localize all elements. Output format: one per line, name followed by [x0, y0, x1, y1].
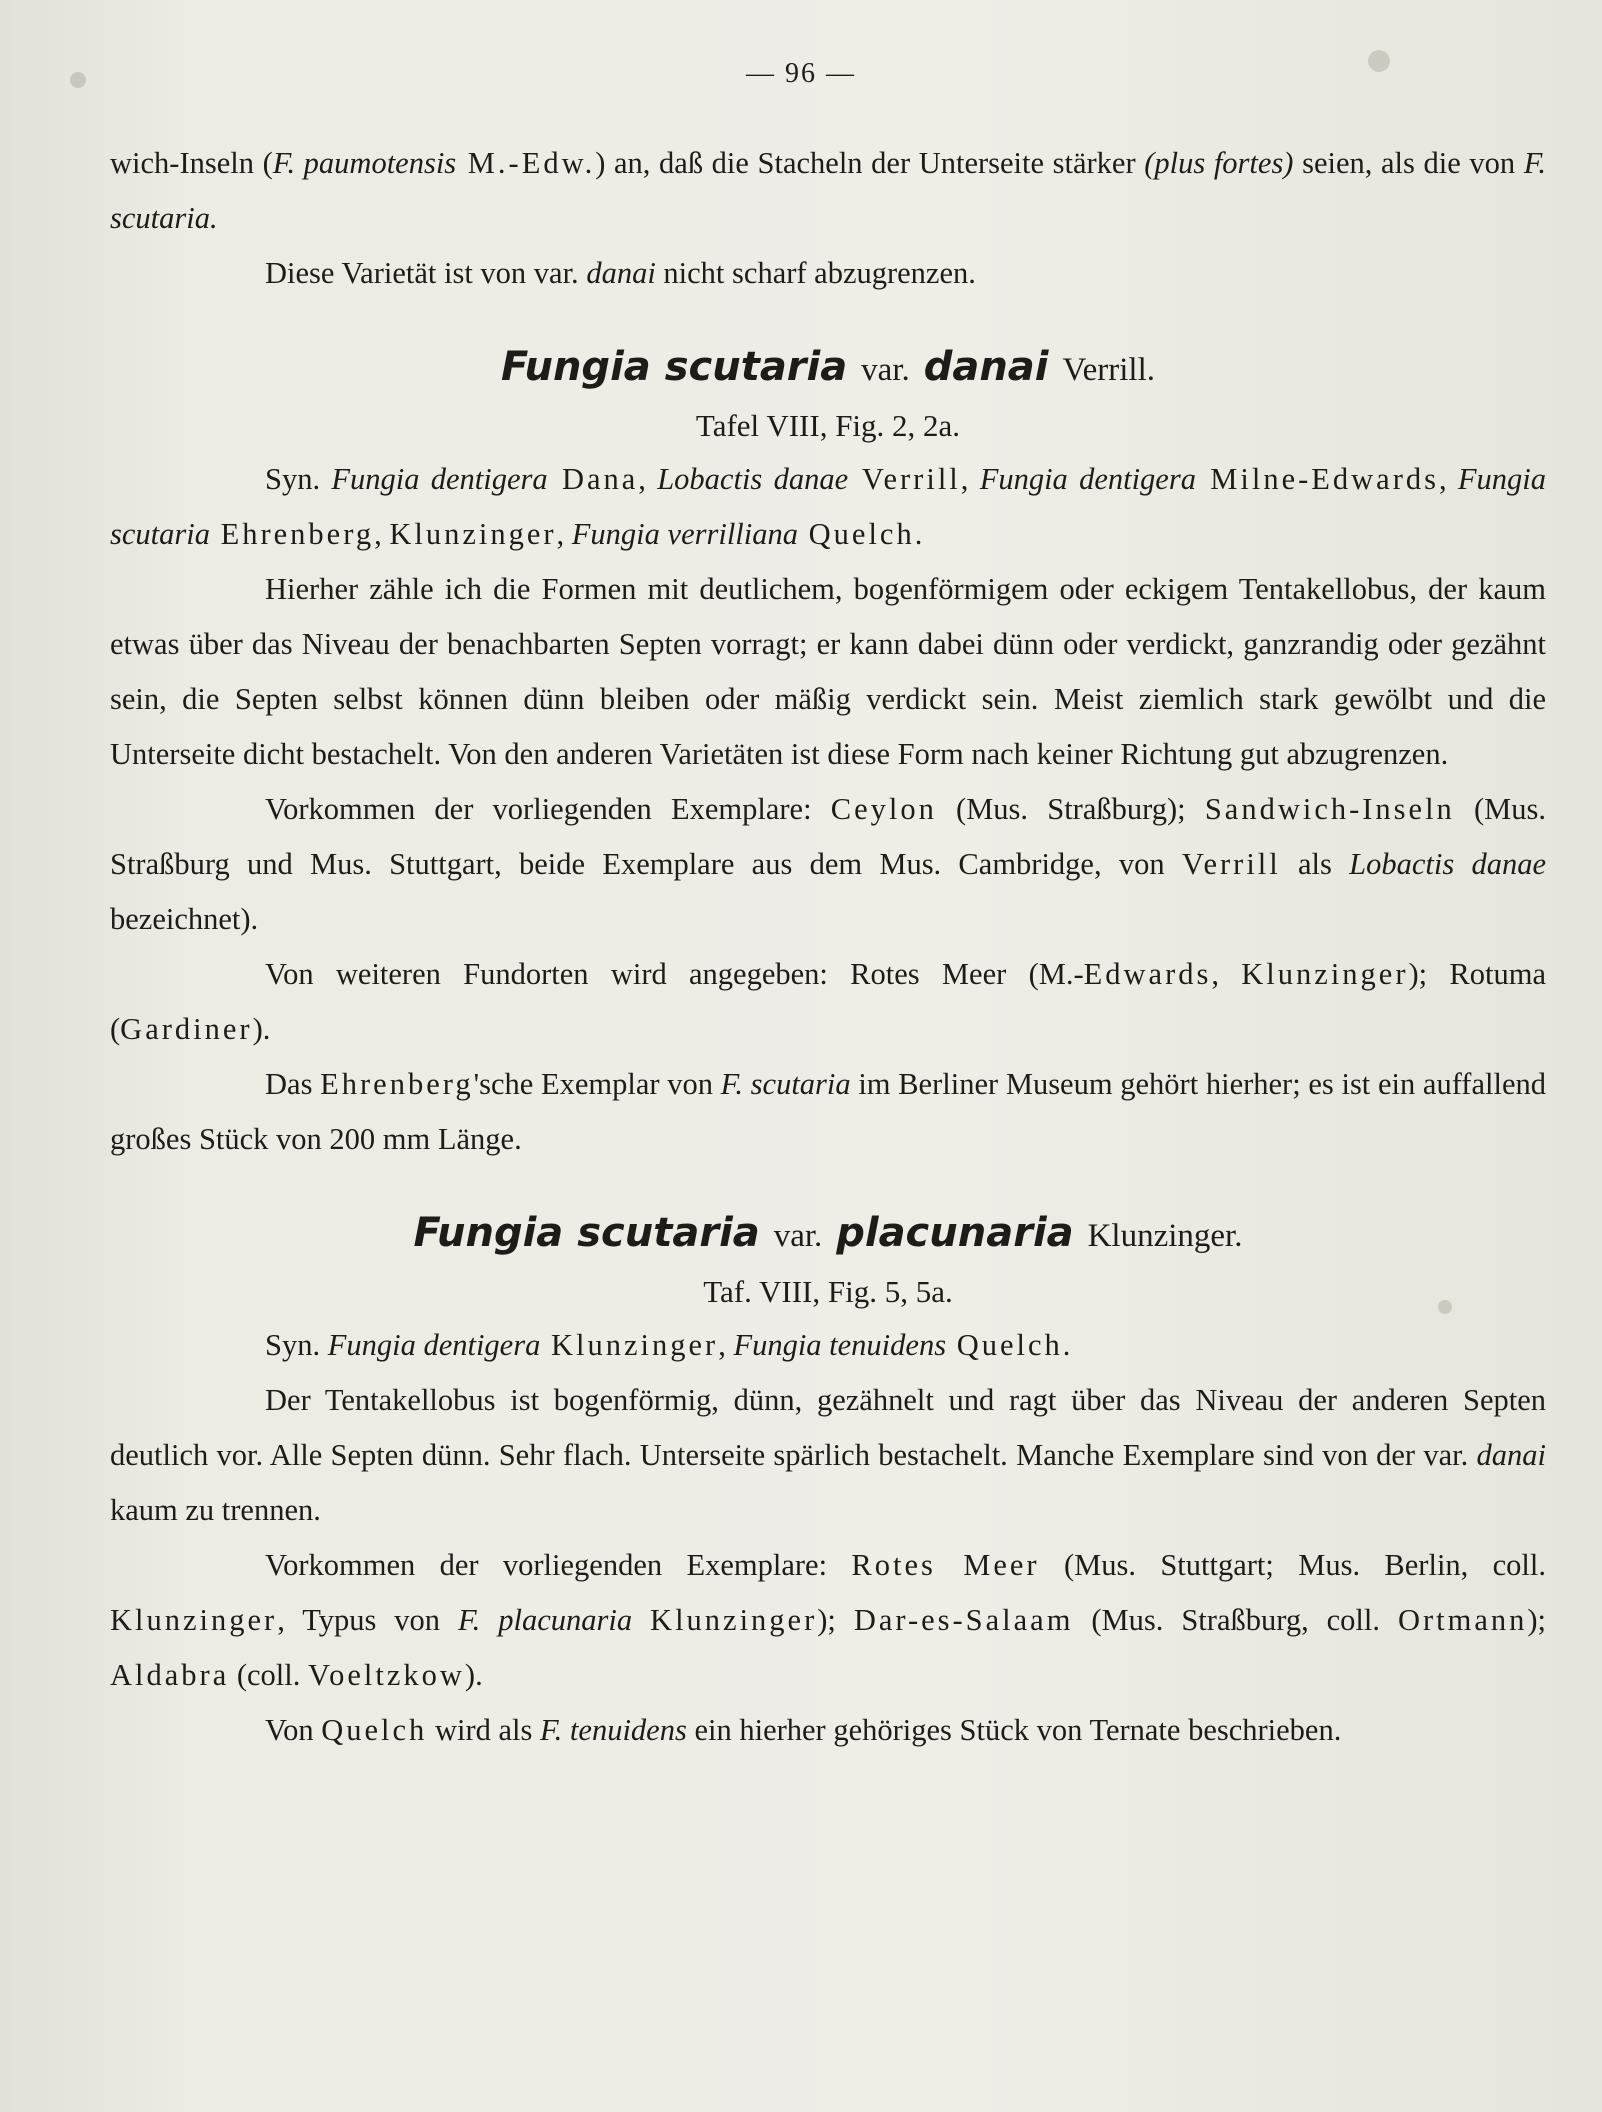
description-placunaria: Der Tentakellobus ist bogenförmig, dünn, gezähnelt und ragt über das Niveau der anderen Septen deutlich vor. Alle Septen dünn. Sehr flach. Unterseite spärlich bestachelt. Manche Exemplare sind von der var. danai kaum zu trennen. [110, 1383, 1546, 1527]
section-heading-placunaria: Fungia scutaria var. placunaria Klunzinger. [413, 1210, 1243, 1256]
occurrence-danai: Vorkommen der vorliegenden Exemplare: Ceylon (Mus. Straßburg); Sandwich-Inseln (Mus. Straßburg und Mus. Stuttgart, beide Exemplare aus dem Mus. Cambridge, von Verrill als Lobactis danae bezeichnet). [110, 792, 1547, 936]
body-text [110, 136, 1546, 1758]
paragraph-continuation: wich-Inseln (F. paumotensis M.-Edw.) an, daß die Stacheln der Unterseite stärker (plus fortes) seien, als die von F. scutaria. [110, 146, 1547, 235]
ehrenberg-specimen: Das Ehrenberg'sche Exemplar von F. scutaria im Berliner Museum gehört hierher; es ist ein auffallend großes Stück von 200 mm Länge. [110, 1067, 1546, 1156]
page-number: — 96 — [746, 58, 856, 89]
further-localities-danai: Von weiteren Fundorten wird angegeben: Rotes Meer (M.-Edwards, Klunzinger); Rotuma (Gardiner). [110, 957, 1546, 1046]
synonymy-placunaria: Syn. Fungia dentigera Klunzinger, Fungia tenuidens Quelch. [265, 1328, 1071, 1362]
plate-reference-placunaria: Taf. VIII, Fig. 5, 5a. [703, 1274, 953, 1309]
plate-reference-danai: Tafel VIII, Fig. 2, 2a. [695, 408, 961, 443]
quelch-specimen: Von Quelch wird als F. tenuidens ein hierher gehöriges Stück von Ternate beschrieben. [265, 1713, 1342, 1747]
section-heading-danai: Fungia scutaria var. danai Verrill. [500, 344, 1155, 390]
synonymy-danai: Syn. Fungia dentigera Dana, Lobactis danae Verrill, Fungia dentigera Milne-Edwards, Fungia scutaria Ehrenberg, Klunzinger, Fungia verrilliana Quelch. [110, 462, 1547, 551]
description-danai: Hierher zähle ich die Formen mit deutlichem, bogenförmigem oder eckigem Tentakellobus, der kaum etwas über das Niveau der benachbarten Septen vorragt; er kann dabei dünn oder verdickt, ganzrandig oder gezähnt sein, die Septen selbst können dünn bleiben oder mäßig verdickt sein. Meist ziemlich stark gewölbt und die Unterseite dicht bestachelt. Von den anderen Varietäten ist diese Form nach keiner Richtung gut abzugrenzen. [110, 572, 1546, 771]
occurrence-placunaria: Vorkommen der vorliegenden Exemplare: Rotes Meer (Mus. Stuttgart; Mus. Berlin, coll. Klunzinger, Typus von F. placunaria Klunzinger); Dar-es-Salaam (Mus. Straßburg, coll. Ortmann); Aldabra (coll. Voeltzkow). [110, 1548, 1547, 1692]
paragraph-variety-note: Diese Varietät ist von var. danai nicht scharf abzugrenzen. [265, 256, 976, 290]
